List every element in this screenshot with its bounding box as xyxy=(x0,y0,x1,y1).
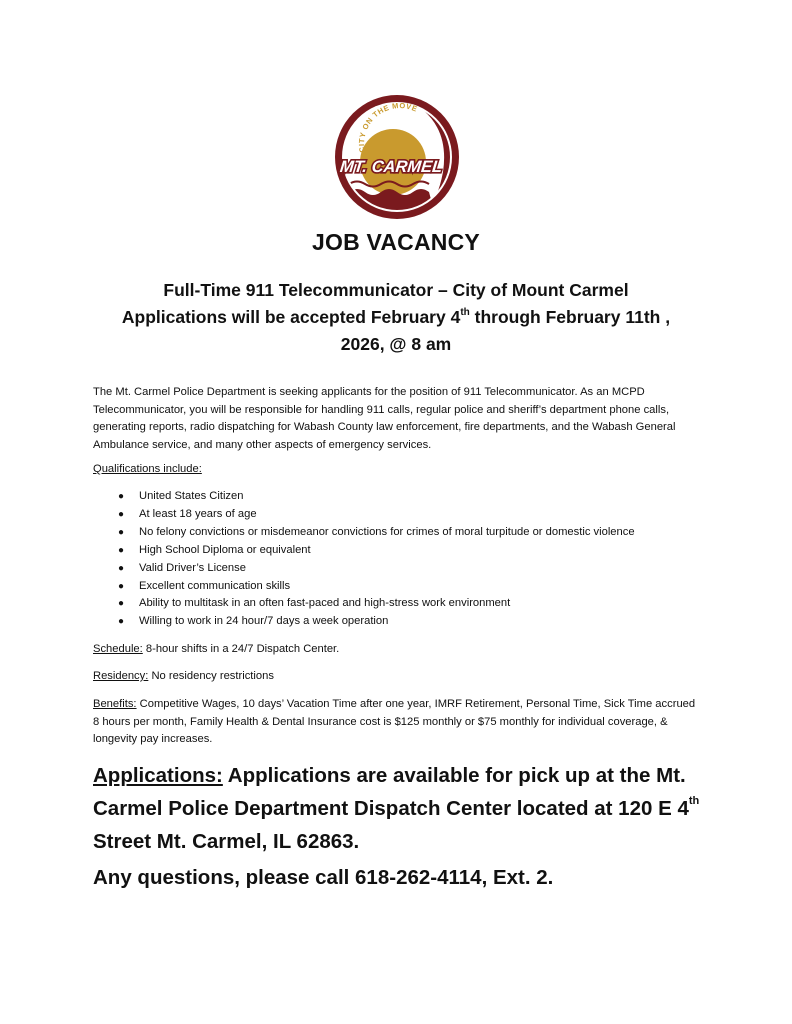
benefits-label: Benefits: xyxy=(93,698,137,710)
applications-superscript: th xyxy=(688,795,700,808)
qualification-text: United States Citizen xyxy=(139,490,244,502)
qualification-text: Ability to multitask in an often fast-paced and high-stress work environment xyxy=(139,597,511,610)
residency-label: Residency: xyxy=(93,670,149,682)
qualification-text: High School Diploma or equivalent xyxy=(139,543,311,556)
benefits-text: Competitive Wages, 10 days’ Vacation Time after one year, IMRF Retirement, Personal Time, Sick Time accrued 8 hours per month, Family Health & Dental Insurance cost is $125 monthly or $75 monthly for individual coverage, & longevity pay increases. xyxy=(93,698,696,745)
list-item xyxy=(93,595,733,613)
page-title: JOB VACANCY xyxy=(312,229,480,255)
bullet-icon: ● xyxy=(118,544,125,556)
list-item xyxy=(93,488,733,506)
bullet-icon: ● xyxy=(118,580,125,592)
applications-text-part1: Applications are available for pick up at the Mt. Carmel Police Department Dispatch Center located at 120 E 4 xyxy=(93,764,689,820)
list-item xyxy=(93,578,733,596)
bullet-icon: ● xyxy=(118,491,125,502)
contact-line: Any questions, please call 618-262-4114, Ext. 2. xyxy=(93,866,554,889)
dates-superscript: th xyxy=(460,307,470,319)
dates-part1: Applications will be accepted February 4 xyxy=(121,307,461,327)
benefits-paragraph xyxy=(93,696,699,749)
list-item xyxy=(93,560,733,578)
residency-paragraph xyxy=(93,668,699,686)
residency-text: No residency restrictions xyxy=(148,670,274,682)
qualifications-label: Qualifications include: xyxy=(93,463,202,475)
schedule-label: Schedule: xyxy=(93,643,143,655)
schedule-text: 8-hour shifts in a 24/7 Dispatch Center. xyxy=(142,643,340,655)
qualification-text: Willing to work in 24 hour/7 days a week operation xyxy=(139,615,389,628)
logo-arc-text: CITY ON THE MOVE xyxy=(357,100,420,154)
logo-wordmark: MT. CARMEL xyxy=(339,157,444,176)
bullet-icon: ● xyxy=(118,562,125,574)
list-item xyxy=(93,613,733,631)
bullet-icon: ● xyxy=(118,598,125,610)
dates-part2: through February 11th , xyxy=(469,307,671,327)
city-logo xyxy=(327,92,467,222)
bullet-icon: ● xyxy=(118,526,125,538)
qualifications-heading xyxy=(93,461,202,479)
applications-label: Applications: xyxy=(93,764,223,787)
application-dates xyxy=(60,304,732,331)
qualification-text: At least 18 years of age xyxy=(139,507,257,520)
schedule-paragraph xyxy=(93,641,699,659)
list-item xyxy=(93,542,733,560)
qualification-text: Valid Driver’s License xyxy=(139,561,246,574)
qualification-text: Excellent communication skills xyxy=(139,579,291,592)
qualification-text: No felony convictions or misdemeanor convictions for crimes of moral turpitude or domestic violence xyxy=(139,525,635,538)
applications-text-part2: Street Mt. Carmel, IL 62863. xyxy=(93,830,360,853)
qualifications-list xyxy=(93,488,733,631)
list-item xyxy=(93,524,733,542)
applications-paragraph xyxy=(93,759,713,858)
city-logo-graphic xyxy=(327,92,467,222)
position-heading xyxy=(60,277,732,358)
application-deadline: 2026, @ 8 am xyxy=(340,334,452,354)
position-title: Full-Time 911 Telecommunicator – City of Mount Carmel xyxy=(163,280,629,300)
list-item xyxy=(93,506,733,524)
bullet-icon: ● xyxy=(118,508,125,520)
intro-paragraph: The Mt. Carmel Police Department is seeking applicants for the position of 911 Telecommunicator. As an MCPD Telecommunicator, you will be responsible for handling 911 calls, regular police and sheriff’s department phone calls, generating reports, radio dispatching for Wabash County law enforcement, fire departments, and the Wabash General Ambulance service, and many other aspects of emergency services. xyxy=(93,386,676,451)
bullet-icon: ● xyxy=(118,616,125,628)
